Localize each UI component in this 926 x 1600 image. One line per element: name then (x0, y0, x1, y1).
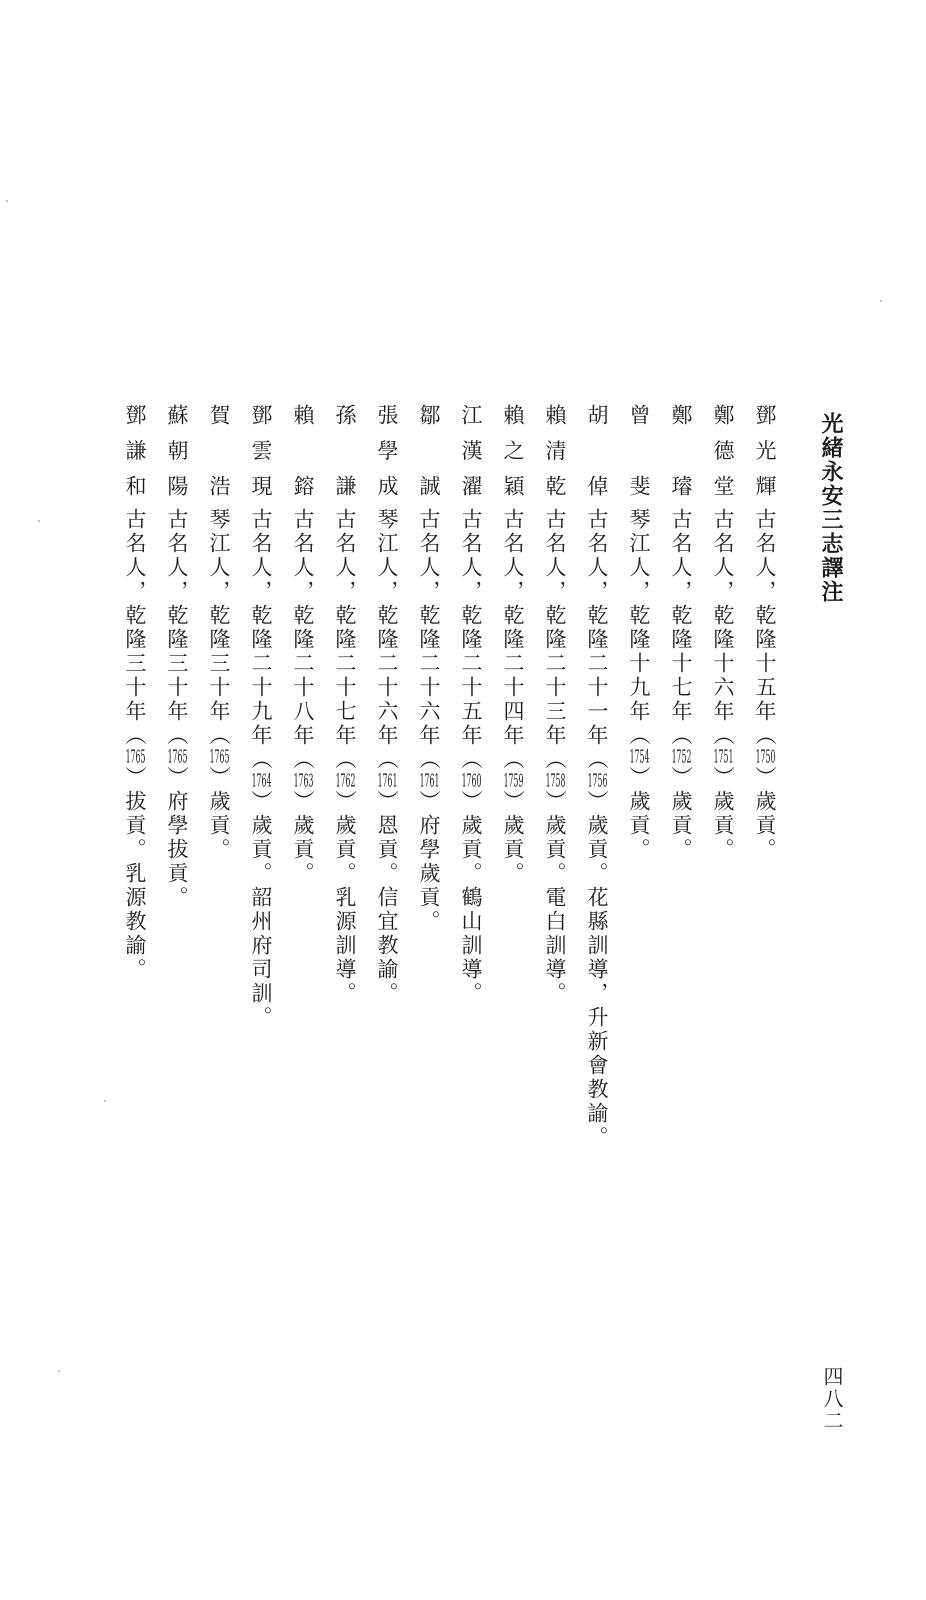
entry-text-a: 古名人，乾隆二十一年（ (585, 508, 609, 772)
entry-year: 1754 (629, 748, 650, 766)
entry-text-b: ）歲貢。鶴山訓導。 (459, 790, 483, 1006)
entry-text-b: ）歲貢。韶州府司訓。 (249, 790, 273, 1030)
entry-text-a: 古名人，乾隆二十三年（ (543, 508, 567, 772)
entry-year: 1750 (755, 748, 776, 766)
entry-text-b: ）府學歲貢。 (417, 790, 441, 934)
entry-text-b: ）府學拔貢。 (165, 766, 189, 910)
entry-name: 賴清乾 (543, 404, 567, 496)
entry-text (418, 508, 439, 934)
entry-text-a: 琴江人，乾隆二十六年（ (375, 508, 399, 772)
entry-text (208, 508, 229, 862)
entry-text (586, 508, 607, 1150)
entry-text-a: 古名人，乾隆二十七年（ (333, 508, 357, 772)
entry-year: 1758 (545, 772, 566, 790)
entry-text-b: ）歲貢。 (711, 766, 735, 862)
entry-name: 張學成 (375, 404, 399, 496)
entry-year: 1761 (377, 772, 398, 790)
entry-year: 1751 (713, 748, 734, 766)
entry-year: 1756 (587, 772, 608, 790)
entry-text (334, 508, 355, 1006)
entry-name: 鄭德堂 (711, 404, 735, 496)
entry-text-b: ）歲貢。 (753, 766, 777, 862)
entry-name: 賴 鎔 (291, 404, 315, 496)
entry-text-a: 古名人，乾隆三十年（ (165, 508, 189, 748)
entry-text-b: ）歲貢。 (207, 766, 231, 862)
entry-text-b: ）歲貢。花縣訓導，升新會教諭。 (585, 790, 609, 1150)
page-number: 四八二 (820, 1366, 844, 1432)
entry-text-b: ）歲貢。 (291, 790, 315, 886)
entry-text (250, 508, 271, 1030)
entry-name: 孫 謙 (333, 404, 357, 496)
entry-text-a: 古名人，乾隆十五年（ (753, 508, 777, 748)
entry-text-a: 古名人，乾隆二十八年（ (291, 508, 315, 772)
scan-speck (6, 200, 8, 202)
entry-year: 1765 (209, 748, 230, 766)
entry-year: 1765 (167, 748, 188, 766)
entry-text-a: 古名人，乾隆十七年（ (669, 508, 693, 748)
entry-text-a: 琴江人，乾隆十九年（ (627, 508, 651, 748)
entry-name: 蘇朝陽 (165, 404, 189, 496)
entry-name: 鄭 璿 (669, 404, 693, 496)
entry-text (460, 508, 481, 1006)
entry-text-b: ）歲貢。 (501, 790, 525, 886)
scan-speck (880, 300, 882, 302)
entry-year: 1762 (335, 772, 356, 790)
scan-speck (58, 1370, 60, 1372)
entry-year: 1763 (293, 772, 314, 790)
entry-text-a: 古名人，乾隆二十九年（ (249, 508, 273, 772)
entry-text-b: ）恩貢。信宜教諭。 (375, 790, 399, 1006)
entry-name: 鄧謙和 (123, 404, 147, 496)
entry-name: 賀 浩 (207, 404, 231, 496)
entry-name: 鄒 誠 (417, 404, 441, 496)
entry-text (292, 508, 313, 886)
entry-name: 曾 斐 (627, 404, 651, 496)
entry-name: 鄧雲現 (249, 404, 273, 496)
entry-text-a: 古名人，乾隆二十五年（ (459, 508, 483, 772)
entry-year: 1760 (461, 772, 482, 790)
scan-speck (38, 520, 40, 522)
entry-year: 1752 (671, 748, 692, 766)
entry-name: 鄧光輝 (753, 404, 777, 496)
entry-text-a: 古名人，乾隆十六年（ (711, 508, 735, 748)
entry-text-a: 古名人，乾隆二十六年（ (417, 508, 441, 772)
entry-text-b: ）歲貢。 (627, 766, 651, 862)
entry-year: 1764 (251, 772, 272, 790)
entry-text (124, 508, 145, 982)
entry-text-a: 古名人，乾隆三十年（ (123, 508, 147, 748)
entry-text (502, 508, 523, 886)
entry-text-b: ）歲貢。電白訓導。 (543, 790, 567, 1006)
entry-text (376, 508, 397, 1006)
entry-text-a: 琴江人，乾隆三十年（ (207, 508, 231, 748)
entry-text (628, 508, 649, 862)
entry-text (166, 508, 187, 910)
entry-text-b: ）歲貢。 (669, 766, 693, 862)
entry-text (544, 508, 565, 1006)
entry-name: 江漢濯 (459, 404, 483, 496)
entry-name: 賴之穎 (501, 404, 525, 496)
entry-year: 1761 (419, 772, 440, 790)
entry-text (754, 508, 775, 862)
entry-text-a: 古名人，乾隆二十四年（ (501, 508, 525, 772)
entry-year: 1765 (125, 748, 146, 766)
entry-text (712, 508, 733, 862)
page-title: 光緒永安三志譯注 (818, 412, 844, 604)
entry-year: 1759 (503, 772, 524, 790)
entry-text (670, 508, 691, 862)
entry-name: 胡 倬 (585, 404, 609, 496)
scan-speck (104, 1100, 106, 1102)
entry-text-b: ）歲貢。乳源訓導。 (333, 790, 357, 1006)
entry-text-b: ）拔貢。乳源教諭。 (123, 766, 147, 982)
